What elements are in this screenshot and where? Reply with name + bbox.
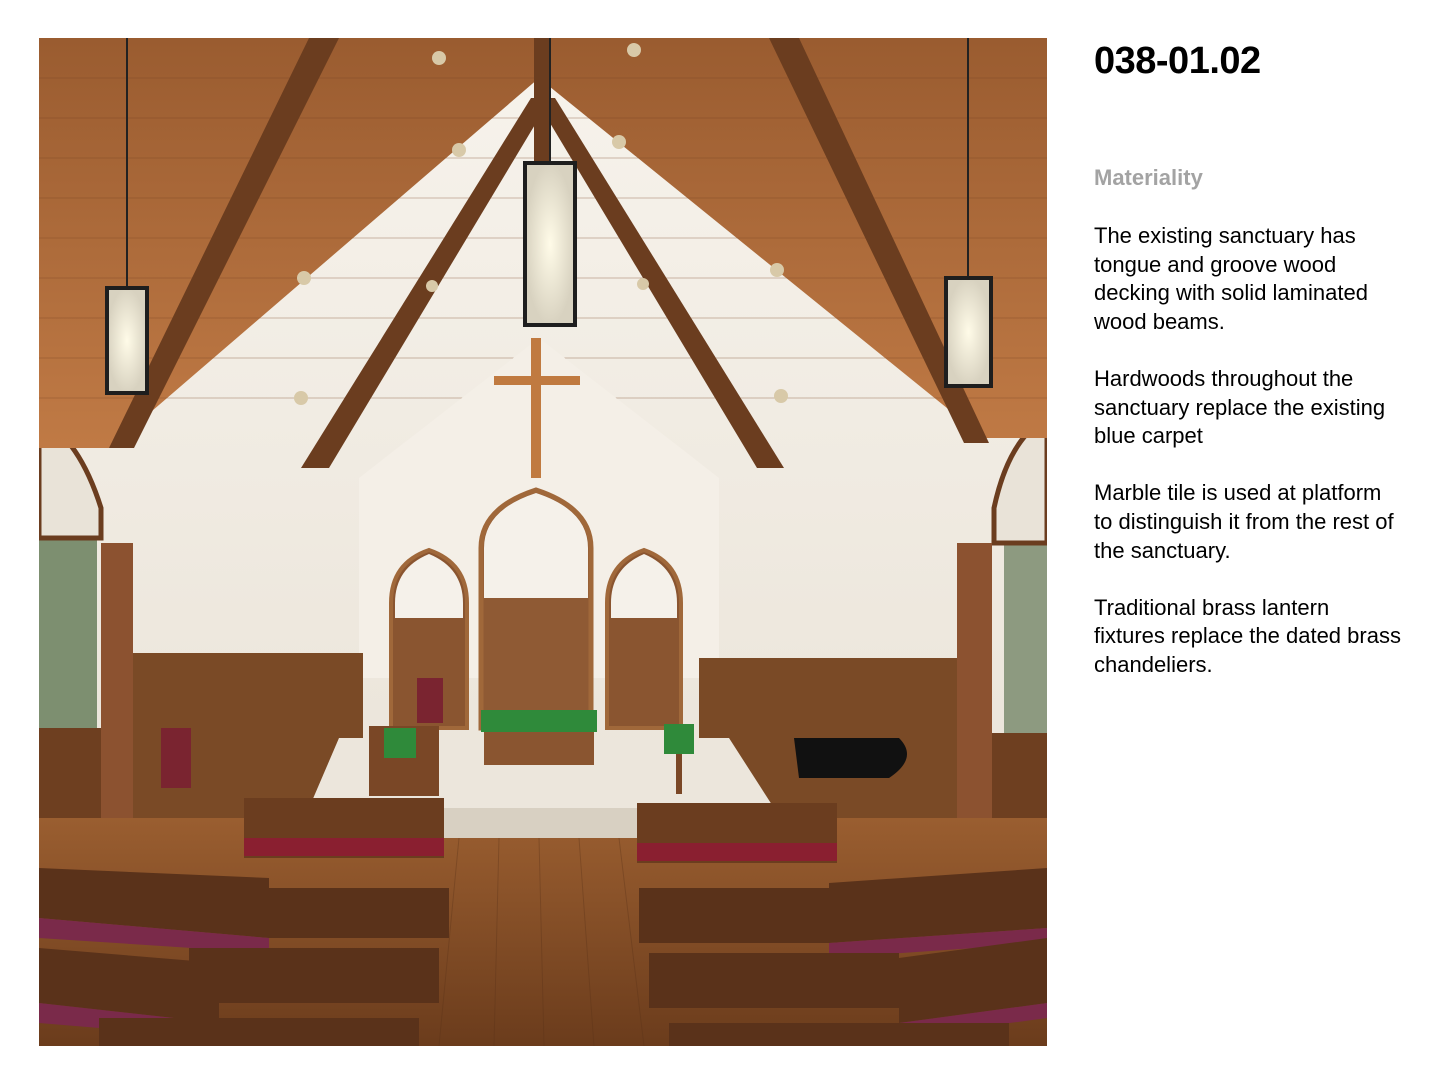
- paragraph-lanterns: Traditional brass lantern fixtures replace the dated brass chandeliers.: [1094, 594, 1401, 677]
- section-label: Materiality: [1094, 165, 1203, 190]
- sanctuary-photo: [39, 38, 1047, 1046]
- page-id: 038-01.02: [1094, 40, 1261, 82]
- paragraph-hardwoods: Hardwoods throughout the sanctuary replace the existing blue carpet: [1094, 365, 1386, 449]
- paragraph-decking: The existing sanctuary has tongue and groove wood decking with solid laminated wood beams.: [1094, 223, 1368, 334]
- description-panel: [1094, 38, 1404, 680]
- chancel-chair: [417, 678, 443, 723]
- right-window: [1004, 543, 1047, 733]
- altar-parament: [481, 710, 597, 732]
- lectern: [664, 724, 694, 754]
- piano: [794, 738, 907, 778]
- right-brick-column: [957, 543, 992, 853]
- cross: [531, 338, 541, 478]
- left-brick-column: [101, 543, 133, 853]
- sanctuary-illustration: [39, 38, 1047, 1046]
- paragraph-marble: Marble tile is used at platform to distinguish it from the rest of the sanctuary.: [1094, 480, 1394, 563]
- left-window: [39, 538, 97, 728]
